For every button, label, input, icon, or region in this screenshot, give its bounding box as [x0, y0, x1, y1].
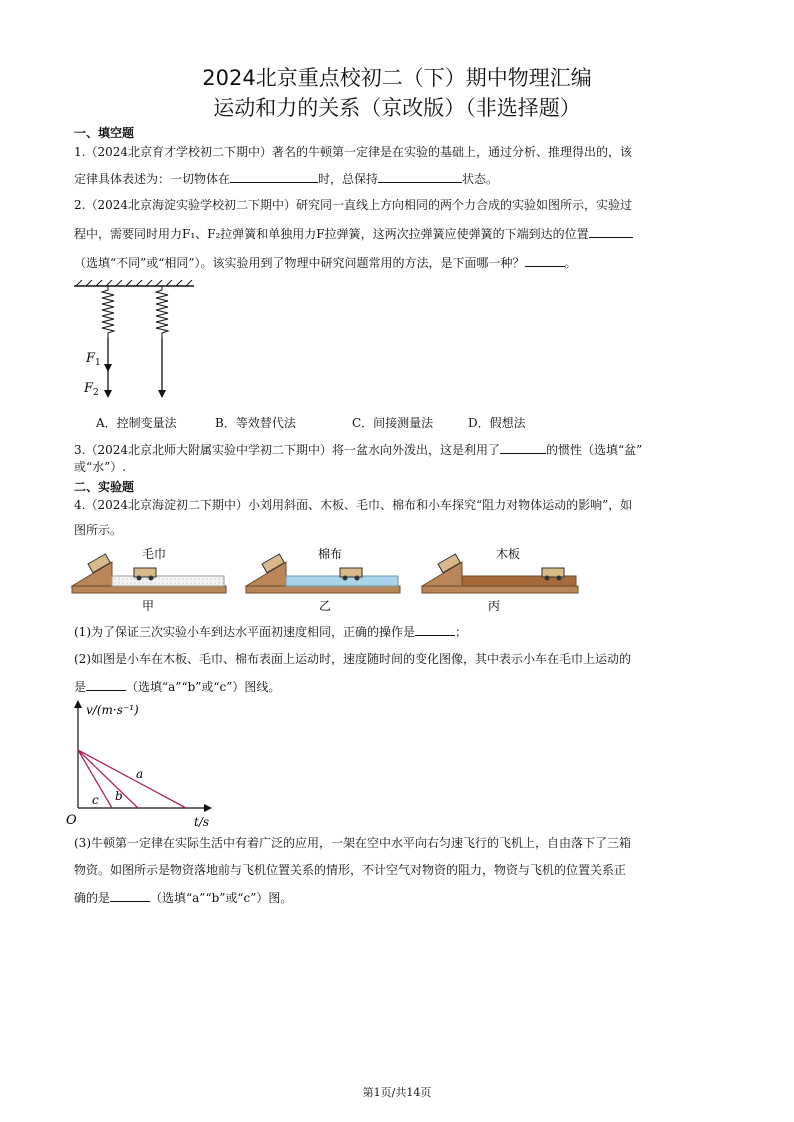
velocity-time-graph: [66, 698, 226, 830]
q3-blank[interactable]: [500, 441, 546, 454]
q3-text-a: 3.（2024北京北师大附属实验中学初二下期中）将一盆水向外泼出，这是利用了: [74, 443, 500, 457]
option-c[interactable]: C．间接测量法: [352, 416, 434, 430]
ramp-towel: [72, 546, 226, 613]
spring-figure: [72, 280, 202, 406]
arrow-f1-head: [104, 364, 112, 372]
x-axis-arrow: [204, 804, 212, 812]
q4-part3-blank[interactable]: [110, 889, 150, 902]
q4-part1-blank[interactable]: [415, 623, 455, 636]
q2-text-line2: 程中，需要同时用力F₁、F₂拉弹簧和单独用力F拉弹簧，这两次拉弹簧应使弹簧的下端到达的位置: [74, 227, 589, 241]
page-footer: 第1页/共14页: [362, 1086, 432, 1099]
q4-part2-blank[interactable]: [86, 678, 126, 691]
q4-part3-text-b: （选填“a”“b”或“c”）图。: [150, 891, 293, 905]
q1-blank-2[interactable]: [378, 170, 462, 183]
q2-line2: [74, 225, 633, 242]
left-spring: [102, 286, 114, 338]
q4-part1: [74, 623, 467, 640]
q4-part3-line3: [74, 889, 292, 906]
option-b[interactable]: B．等效替代法: [215, 416, 296, 430]
q4-part3-text-a: 确的是: [74, 891, 111, 905]
q2-line1: 2.（2024北京海淀实验学校初二下期中）研究同一直线上方向相同的两个力合成的实验如图所示，实验过: [74, 198, 632, 212]
q1-text-c: 状态。: [462, 172, 499, 186]
ceiling-hatching: [76, 280, 192, 286]
ramp-figures: [70, 546, 590, 616]
q3-line1: [74, 441, 642, 458]
q4-part2-text-b: （选填“a”“b”或“c”）图线。: [126, 680, 281, 694]
q4-part3-line2: 物资。如图所示是物资落地前与飞机位置关系的情形，不计空气对物资的阻力，物资与飞机的位置关系正: [74, 863, 627, 877]
y-axis-arrow: [74, 700, 82, 708]
q4-part2-line1: (2)如图是小车在木板、毛巾、棉布表面上运动时，速度随时间的变化图像，其中表示小车在毛巾上运动的: [74, 652, 632, 666]
ramp-cotton: [246, 546, 400, 613]
section-experiment-heading: 二、实验题: [74, 480, 135, 494]
q1-text-b: 时，总保持: [318, 172, 379, 186]
q4-line2: 图所示。: [74, 523, 123, 537]
label-b: b: [115, 789, 123, 803]
q2-line3: [74, 254, 577, 271]
label-c: c: [92, 793, 99, 807]
option-a[interactable]: A．控制变量法: [96, 416, 177, 430]
surface-label-cotton: 棉布: [318, 547, 343, 561]
label-f1: $F_1$: [86, 351, 101, 368]
arrow-f-head: [158, 390, 166, 398]
q4-part2-line2: [74, 678, 280, 695]
line-b: [78, 750, 138, 808]
q4-part1-text: (1)为了保证三次实验小车到达水平面初速度相同，正确的操作是: [74, 625, 416, 639]
caption-jia: 甲: [142, 599, 155, 613]
y-axis-label: v/(m·s⁻¹): [86, 703, 139, 717]
q1-blank-1[interactable]: [230, 170, 318, 183]
section-fill-heading: 一、填空题: [74, 126, 135, 140]
option-d[interactable]: D．假想法: [468, 416, 526, 430]
q2-text-line3-end: 。: [564, 256, 577, 270]
q2-blank-2[interactable]: [525, 254, 565, 267]
q4-part2-text-a: 是: [74, 680, 87, 694]
arrow-f2-head: [104, 390, 112, 398]
q1-line1: 1.（2024北京育才学校初二下期中）著名的牛顿第一定律是在实验的基础上，通过分析、推理得出的，该: [74, 145, 632, 159]
origin-label: O: [66, 813, 77, 828]
label-a: a: [136, 767, 144, 781]
q4-part3-line1: (3)牛顿第一定律在实际生活中有着广泛的应用，一架在空中水平向右匀速飞行的飞机上，自由落下了三箱: [74, 836, 632, 850]
q4-line1: 4.（2024北京海淀初二下期中）小刘用斜面、木板、毛巾、棉布和小车探究“阻力对物体运动的影响”，如: [74, 498, 633, 512]
surface-label-towel: 毛巾: [142, 547, 167, 561]
q2-text-line3: （选填“不同”或“相同”）。该实验用到了物理中研究问题常用的方法，是下面哪一种？: [74, 256, 525, 270]
q1-text-a: 定律具体表述为：一切物体在: [74, 172, 231, 186]
page-subtitle: 运动和力的关系（京改版）（非选择题）: [213, 96, 581, 120]
q1-line2: [74, 170, 498, 187]
right-spring: [156, 286, 168, 338]
page-title: 2024北京重点校初二（下）期中物理汇编: [202, 66, 592, 90]
ramp-wood: [422, 546, 578, 613]
x-axis-label: t/s: [194, 815, 210, 829]
q3-text-b: 的惯性（选填“盆”: [546, 443, 643, 457]
caption-bing: 丙: [488, 599, 501, 613]
q4-part1-end: ；: [455, 625, 468, 639]
label-f2: $F_2$: [84, 381, 99, 398]
q3-line2: 或“水”）.: [74, 460, 127, 474]
q2-blank-1[interactable]: [589, 225, 633, 238]
surface-label-wood: 木板: [496, 547, 521, 561]
caption-yi: 乙: [319, 599, 332, 613]
